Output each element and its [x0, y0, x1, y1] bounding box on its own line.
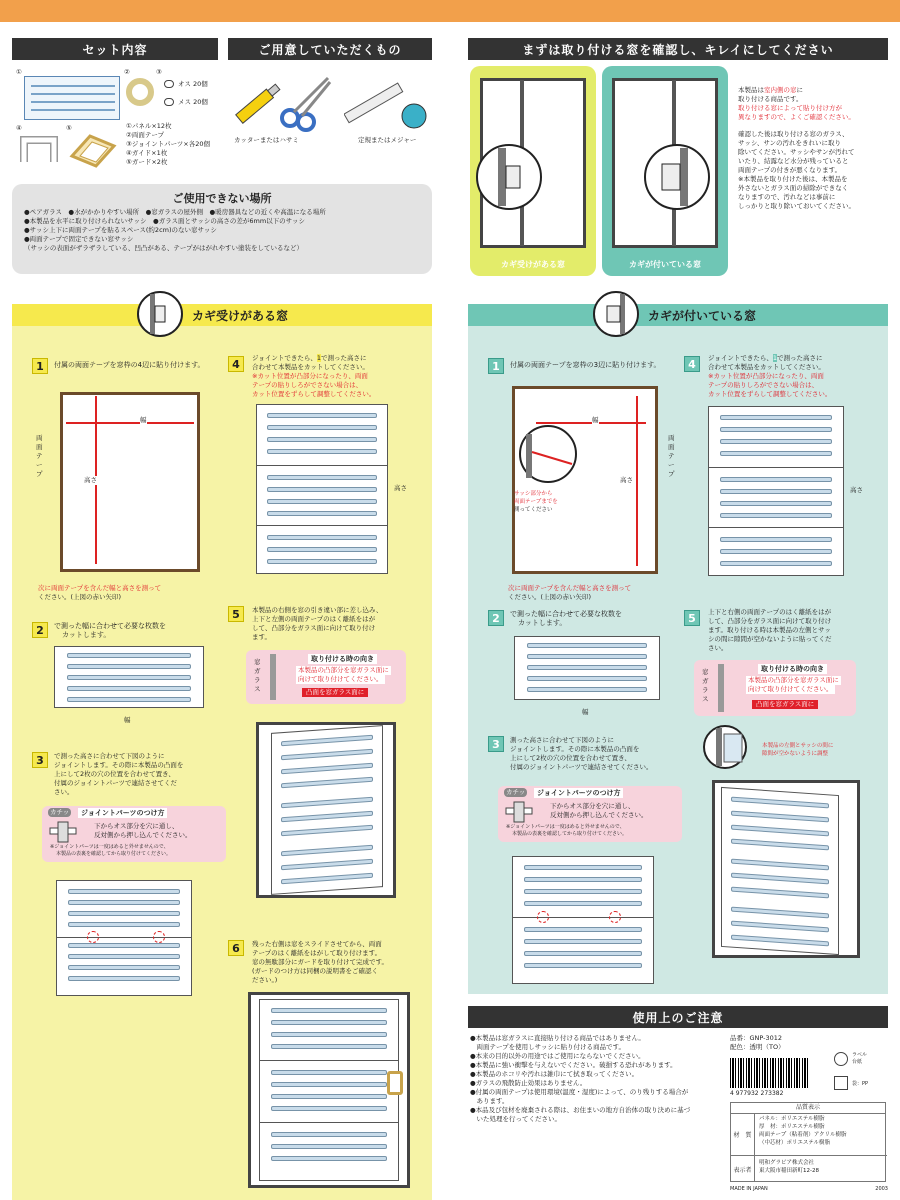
quality-table: 品質表示 材 質 パネル：ポリエステル樹脂 厚 材：ポリエステル樹脂 両面テープ（粘着剤）アクリル樹脂 （中芯材）ポリエステル樹脂 表示者 明和グラビア株式会社 東大阪市稲田新町12-28	[730, 1102, 886, 1182]
unusable-line: ●サッシ上下に両面テープを貼るスペース(約2cm)のない窓サッシ	[24, 226, 217, 234]
left-joint-d: 本製品の表裏を確認してから取り付けてください。	[56, 851, 172, 857]
marker-1: ①	[16, 68, 22, 76]
section-a-title: カギ受けがある窓	[192, 309, 289, 323]
left-width-label: 幅	[140, 416, 147, 424]
set-list-item: ②両面テープ	[126, 131, 165, 139]
right-direction-b: 向けて取り付けてください。	[748, 685, 833, 693]
check-p2: 確認した後は取り付ける窓のガラス、	[738, 130, 849, 138]
right-direction-a: 本製品の凸部分を窓ガラス面に	[748, 676, 839, 684]
left-step4-height: 高さ	[394, 484, 407, 492]
step-3-number: 3	[32, 752, 48, 768]
step-2-number: 2	[32, 622, 48, 638]
section-b-icon	[592, 290, 640, 338]
screw-b-label: メス 20個	[178, 98, 208, 106]
left-glass-label: 窓ガラス	[254, 658, 261, 693]
set-list-item: ⑤ガード×2枚	[126, 158, 168, 166]
lock-receiver-zoom-icon	[474, 142, 544, 212]
recycle-label: 袋：PP	[852, 1081, 869, 1087]
step-1-number: 1	[488, 358, 504, 374]
right-step2-text-b: カットします。	[518, 619, 567, 627]
caution-line: あります。	[470, 1097, 509, 1105]
left-step1-text: 付属の両面テープを窓枠の4辺に貼り付けます。	[54, 361, 205, 369]
caution-line: ●本製品に強い衝撃を与えないでください。破損する恐れがあります。	[470, 1061, 677, 1069]
right-gap-note: 本製品の左側とサッシの間に 隙間が空かないように調整	[762, 743, 834, 757]
left-step5-text: 本製品の右側を窓の引き違い部に差し込み、 上下と左側の両面テープのはく離紙をはが して、凸部分をガラス面に向けて取り付け ます。	[252, 606, 383, 641]
step-5-number: 5	[684, 610, 700, 626]
unusable-line: ●本製品を水平に取り付けられないサッシ ●ガラス面とサッシの高さの差が6mm以下のサッシ	[24, 217, 306, 225]
window-card-lock	[602, 66, 728, 276]
window-check-header: まずは取り付ける窓を確認し、キレイにしてください	[468, 38, 888, 60]
marker-3: ③	[156, 68, 162, 76]
plastic-recycle-icon	[834, 1076, 848, 1090]
left-step2-text: で測った幅に合わせて必要な枚数を	[54, 622, 166, 630]
check-l1-red: 室内側の窓	[764, 86, 797, 94]
right-height-label: 高さ	[620, 476, 633, 484]
right-glass-label: 窓ガラス	[702, 668, 709, 703]
guard-illustration	[68, 130, 118, 170]
tape-roll-illustration	[126, 78, 154, 106]
step-4-number: 4	[684, 356, 700, 372]
check-l3: 取り付ける窓によって貼り付け方が	[738, 104, 842, 112]
section-lock-receiver	[12, 304, 432, 1200]
joint-part-icon	[48, 820, 78, 844]
material-label: 材 質	[731, 1113, 755, 1155]
maker-label: 表示者	[731, 1156, 755, 1182]
barcode	[730, 1058, 808, 1088]
left-step2-width: 幅	[124, 716, 131, 724]
unusable-places	[12, 184, 432, 274]
caution-line: ●本製品は窓ガラスに直接貼り付ける商品ではありません。	[470, 1034, 645, 1042]
right-joint-c: ※ジョイントパーツは一度はめると外せませんので、	[506, 824, 625, 830]
guide-illustration	[18, 130, 62, 166]
set-list	[126, 122, 210, 167]
check-p2: しっかりと取り除いておいてください。	[738, 202, 855, 210]
section-lock	[468, 304, 888, 994]
tools-section	[228, 66, 434, 178]
set-contents	[14, 66, 220, 178]
caution-line: ●ガラスの飛散防止効果はありません。	[470, 1079, 587, 1087]
lock-zoom-icon	[642, 142, 712, 212]
left-step5-window	[256, 722, 396, 898]
quality-title: 品質表示	[731, 1103, 885, 1114]
ruler-label: 定規またはメジャー	[358, 136, 417, 144]
right-sash-note: サッシ部分から 両面テープまでを 測ってください	[514, 491, 558, 513]
product-color: 配色：透明（TO）	[730, 1043, 785, 1051]
set-contents-header: セット内容	[12, 38, 218, 60]
check-l1: 本製品は	[738, 86, 764, 94]
right-direction-title: 取り付ける時の向き	[758, 664, 827, 674]
step-3-number: 3	[488, 736, 504, 752]
set-list-item: ④ガイド×1枚	[126, 149, 168, 157]
right-direction-box	[694, 660, 856, 716]
right-step1-note: 次に両面テープを含んだ幅と高さを測って	[508, 584, 632, 592]
check-p2: なりますので、汚れなどは事前に	[738, 193, 836, 201]
right-step3-panel	[512, 856, 654, 984]
left-window-frame	[60, 392, 200, 572]
right-step5-window	[712, 780, 860, 958]
left-step6-text: 残った右側は窓をスライドさせてから、両面 テープのはく離紙をはがして取り付けます。 窓の無駄部分にガードを取り付けて完成です。 (ガードのつけ方は同梱の説明書をご確認く ださい。)	[252, 940, 388, 984]
left-joint-b: 反対側から押し込んでください。	[94, 831, 192, 839]
cutter-label: カッターまたはハサミ	[234, 136, 299, 144]
right-step3-text: 測った高さに合わせて下図のように ジョイントします。その際に本製品の凸面を 上にして2枚の穴の位置を合わせて置き、 付属のジョイントパーツで連結させてください。	[510, 736, 653, 771]
left-step3-panel	[56, 880, 192, 996]
check-p2: 両面テープの付きが悪くなります。	[738, 166, 842, 174]
label-b: 台紙	[852, 1059, 863, 1065]
made-in: MADE IN JAPAN	[730, 1186, 768, 1192]
unusable-title: ご使用できない場所	[172, 192, 272, 205]
male-part-icon	[164, 80, 174, 88]
set-list-item: ①パネル×12枚	[126, 122, 172, 130]
left-direction-box	[246, 650, 406, 704]
right-kachi: カチッ	[506, 788, 526, 796]
guard-icon	[387, 1071, 403, 1095]
joint-part-icon	[504, 800, 534, 824]
check-p2: ※本製品を取り付けた後は、本製品を	[738, 175, 848, 183]
left-step2-panel	[54, 646, 204, 708]
caution-line: ●本製品のホコリや汚れは雑巾にて拭き取ってください。	[470, 1070, 639, 1078]
check-p2: 除いてください。サッシやサンが汚れて	[738, 148, 855, 156]
left-direction-a: 本製品の凸部分を窓ガラス面に	[298, 666, 389, 674]
right-step1-note2: ください。(上図の赤い矢印)	[508, 593, 592, 601]
marker-2: ②	[124, 68, 130, 76]
caution-header: 使用上のご注意	[468, 1006, 888, 1028]
step-1-number: 1	[32, 358, 48, 374]
left-direction-b: 向けて取り付けてください。	[298, 675, 383, 683]
right-step4-panel	[708, 406, 844, 576]
label-a: ラベル	[852, 1052, 868, 1058]
left-joint-c: ※ジョイントパーツは一度はめると外せませんので、	[50, 844, 169, 850]
left-tape-label: 両面テープ	[36, 434, 43, 478]
right-direction-c: 凸面を窓ガラス面に	[752, 700, 818, 709]
panel-illustration	[24, 76, 120, 120]
unusable-line: ●ペアガラス ●水がかかりやすい場所 ●窓ガラスの屋外側 ●暖房器具などの近くや高温になる場所	[24, 208, 326, 216]
window-a-label: カギ受けがある窓	[501, 260, 565, 269]
left-height-label: 高さ	[84, 476, 97, 484]
right-step2-width: 幅	[582, 708, 589, 716]
left-step3-text: で測った高さに合わせて下図のように ジョイントします。その際に本製品の凸面を 上にして2枚の穴の位置を合わせて置き、 付属のジョイントパーツで連結させてくだ さい。	[54, 752, 184, 796]
left-step6-window	[248, 992, 410, 1188]
window-card-lock-receiver	[470, 66, 596, 276]
caution-line: ●付属の両面テープは使用環境(温度・湿度)によって、のり残りする場合が	[470, 1088, 689, 1096]
caution-list	[470, 1034, 722, 1124]
gap-zoom-icon	[702, 724, 748, 770]
check-l1-b: に	[796, 86, 803, 94]
right-step5-text: 上下と右側の両面テープのはく離紙をはが して、凸部分をガラス面に向けて取り付け ます。取り付ける時は本製品の左側とサッ シの間に隙間が空かないように貼ってくだ さい。	[708, 608, 832, 652]
left-direction-title: 取り付ける時の向き	[308, 654, 377, 664]
left-kachi: カチッ	[50, 808, 70, 816]
caution-line: ●本来の目的以外の用途ではご使用にならないでください。	[470, 1052, 645, 1060]
check-text	[738, 86, 892, 211]
step-4-number: 4	[228, 356, 244, 372]
right-step4-height: 高さ	[850, 486, 863, 494]
step-5-number: 5	[228, 606, 244, 622]
right-step4-text: ジョイントできたら、1で測った高さに 合わせて本製品をカットしてください。 ※カット位置が凸部分になったり、両面 テープの貼りしろがでさない場合は、 カット位置をずらして調整してください。	[708, 354, 832, 398]
left-joint-title: ジョイントパーツのつけ方	[78, 808, 167, 818]
marker-4: ④	[16, 124, 22, 132]
screw-a-label: オス 20個	[178, 80, 208, 88]
right-sash-zoom-icon	[518, 424, 578, 484]
left-joint-box	[42, 806, 226, 862]
right-step1-text: 付属の両面テープを窓枠の3辺に貼り付けます。	[510, 361, 661, 369]
right-joint-a: 下からオス部分を穴に通し、	[550, 802, 635, 810]
barcode-number: 4 977932 273382	[730, 1090, 784, 1097]
caution-line: 両面テープを使用しサッシに貼り付ける商品です。	[470, 1043, 626, 1051]
left-step1-note: 次に両面テープを含んだ幅と高さを測って	[38, 584, 162, 592]
caution-line: ●本品及び包材を廃棄される際は、お住まいの地方自治体の取り決めに基づ	[470, 1106, 691, 1114]
step-2-number: 2	[488, 610, 504, 626]
product-code: 品番：GNP-3012	[730, 1034, 783, 1042]
right-step2-text: で測った幅に合わせて必要な枚数を	[510, 610, 622, 618]
left-joint-a: 下からオス部分を穴に通し、	[94, 822, 179, 830]
caution-line: いた処理を行ってください。	[470, 1115, 561, 1123]
check-p2: いたり、結露など水分が残っていると	[738, 157, 849, 165]
left-step4-text: ジョイントできたら、1で測った高さに 合わせて本製品をカットしてください。 ※カット位置が凸部分になったり、両面 テープの貼りしろがでさない場合は、 カット位置をずらして調整してください。	[252, 354, 376, 398]
unusable-line: （サッシの表面がザラザラしている、凹凸がある、テープがはがれやすい塗装をしているなど）	[24, 244, 304, 252]
marker-5: ⑤	[66, 124, 72, 132]
check-l4: 異なりますので、よくご確認ください。	[738, 113, 855, 121]
left-direction-c: 凸面を窓ガラス面に	[302, 688, 368, 697]
right-tape-label: 両面テープ	[668, 434, 675, 478]
female-part-icon	[164, 98, 174, 106]
scissors-icon	[278, 72, 334, 132]
unusable-line: ●両面テープで固定できない窓サッシ	[24, 235, 134, 243]
prepare-header: ご用意していただくもの	[228, 38, 432, 60]
section-a-icon	[136, 290, 184, 338]
right-joint-title: ジョイントパーツのつけ方	[534, 788, 623, 798]
check-p2: サッシ、サンの汚れをきれいに取り	[738, 139, 842, 147]
check-p2: 外さないとガラス面の掃除ができなく	[738, 184, 849, 192]
ruler-icon	[344, 76, 430, 130]
left-step1-note2: ください。(上図の赤い矢印)	[38, 593, 122, 601]
product-info	[730, 1034, 888, 1194]
set-list-item: ③ジョイントパーツ×各20個	[126, 140, 211, 148]
right-width-label: 幅	[592, 416, 599, 424]
paper-recycle-icon	[834, 1052, 848, 1066]
left-step4-panel	[256, 404, 388, 574]
window-b-label: カギが付いている窓	[629, 260, 701, 269]
right-joint-box	[498, 786, 682, 842]
right-step2-panel	[514, 636, 660, 700]
section-b-title: カギが付いている窓	[648, 309, 757, 323]
right-joint-d: 本製品の表裏を確認してから取り付けてください。	[512, 831, 628, 837]
year: 2003	[875, 1186, 888, 1192]
left-step2-text-b: カットします。	[62, 631, 111, 639]
step-6-number: 6	[228, 940, 244, 956]
check-l2: 取り付ける商品です。	[738, 95, 803, 103]
right-joint-b: 反対側から押し込んでください。	[550, 811, 648, 819]
top-accent-bar	[0, 0, 900, 22]
